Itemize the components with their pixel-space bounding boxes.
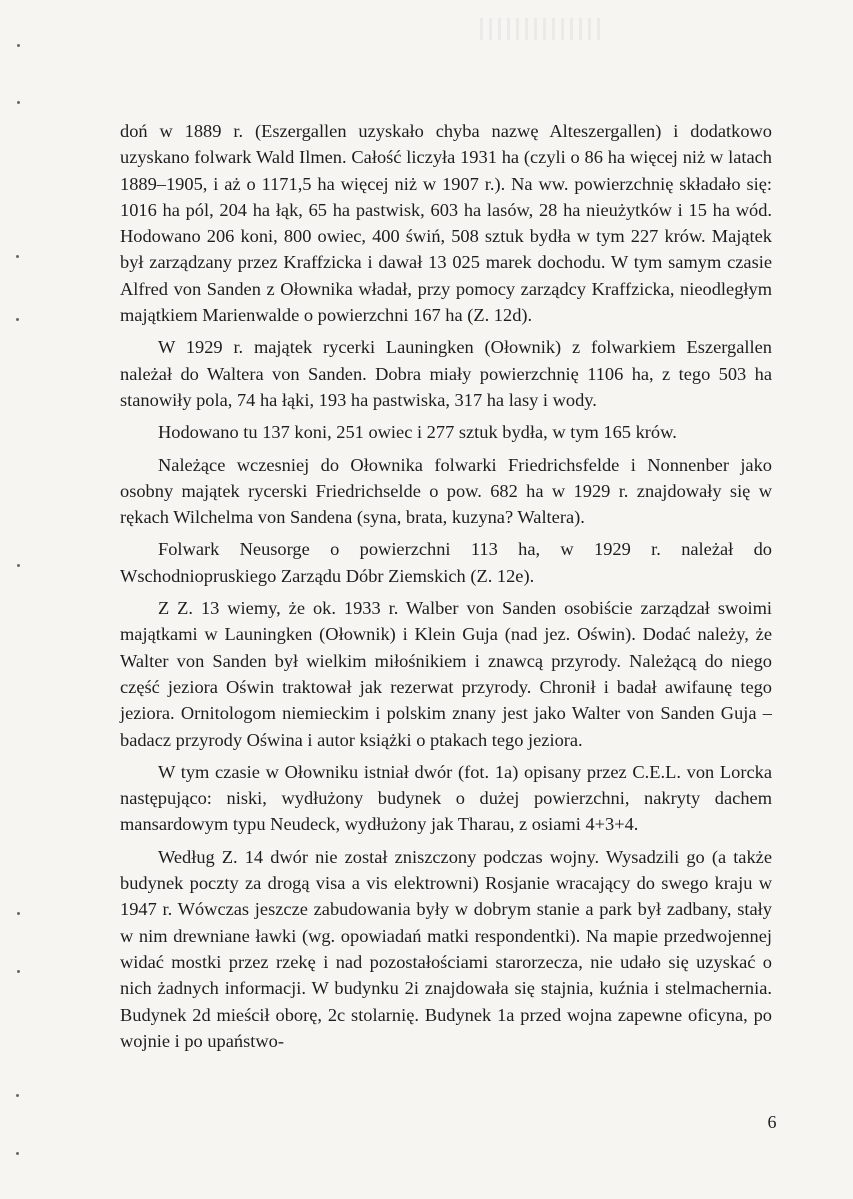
body-text (120, 118, 772, 1060)
margin-mark (16, 1152, 19, 1155)
margin-mark (17, 564, 20, 567)
paragraph: Według Z. 14 dwór nie został zniszczony podczas wojny. Wysadzili go (a także budynek poczty za drogą visa a vis elektrowni) Rosjanie wracający do swego kraju w 1947 r. Wówczas jeszcze zabudowania były w dobrym stanie a park był zadbany, stały w nim drewniane ławki (wg. opowiadań matki respondentki). Na mapie przedwojennej widać mostki przez rzekę i nad pozostałościami starorzecza, nie udało się uzyskać o nich żadnych informacji. W budynku 2i znajdowała się stajnia, kuźnia i stelmachernia. Budynek 2d mieścił oborę, 2c stolarnię. Budynek 1a przed wojna zapewne oficyna, po wojnie i po upaństwo- (120, 846, 772, 1051)
paragraph: Z Z. 13 wiemy, że ok. 1933 r. Walber von Sanden osobiście zarządzał swoimi majątkami w Launingken (Ołownik) i Klein Guja (nad jez. Oświn). Dodać należy, że Walter von Sanden był wielkim miłośnikiem i znawcą przyrody. Należącą do niego część jeziora Oświn traktował jak rezerwat przyrody. Chronił i badał awifaunę tego jeziora. Ornitologom niemieckim i polskim znany jest jako Walter von Sanden Guja – badacz przyrody Oświna i autor książki o ptakach tego jeziora. (120, 598, 772, 750)
scan-artifact (480, 18, 600, 40)
paragraph: W 1929 r. majątek rycerki Launingken (Ołownik) z folwarkiem Eszergallen należał do Waltera von Sanden. Dobra miały powierzchnię 1106 ha, z tego 503 ha stanowiły pola, 74 ha łąki, 193 ha pastwiska, 317 ha lasy i wody. (120, 337, 772, 410)
margin-mark (17, 912, 20, 915)
margin-mark (17, 101, 20, 104)
page-number: 6 (767, 1112, 777, 1132)
paragraph: Należące wczesniej do Ołownika folwarki Friedrichsfelde i Nonnenber jako osobny majątek rycerski Friedrichselde o pow. 682 ha w 1929 r. znajdowały się w rękach Wilchelma von Sandena (syna, brata, kuzyna? Waltera). (120, 454, 772, 528)
margin-mark (17, 970, 20, 973)
margin-mark (17, 44, 20, 47)
paragraph: Hodowano tu 137 koni, 251 owiec i 277 sztuk bydła, w tym 165 krów. (158, 422, 677, 443)
margin-mark (16, 255, 19, 258)
paragraph: doń w 1889 r. (Eszergallen uzyskało chyba nazwę Alteszergallen) i dodatkowo uzyskano folwark Wald Ilmen. Całość liczyła 1931 ha (czyli o 86 ha więcej niż w latach 1889–1905, i aż o 1171,5 ha więcej niż w 1907 r.). Na ww. powierzchnię składało się: 1016 ha pól, 204 ha łąk, 65 ha pastwisk, 603 ha lasów, 28 ha nieużytków i 15 ha wód. Hodowano 206 koni, 800 owiec, 400 świń, 508 sztuk bydła w tym 227 krów. Majątek był zarządzany przez Kraffzicka i dawał 13 025 marek dochodu. W tym samym czasie Alfred von Sanden z Ołownika władał, przy pomocy zarządcy Kraffzicka, nieodległym majątkiem Marienwalde o powierzchni 167 ha (Z. 12d). (120, 121, 772, 326)
margin-mark (16, 1094, 19, 1097)
margin-mark (16, 318, 19, 321)
paragraph: W tym czasie w Ołowniku istniał dwór (fot. 1a) opisany przez C.E.L. von Lorcka następująco: niski, wydłużony budynek o dużej powierzchni, nakryty dachem mansardowym typu Neudeck, wydłużony jak Tharau, z osiami 4+3+4. (120, 761, 772, 835)
paragraph: Folwark Neusorge o powierzchni 113 ha, w 1929 r. należał do Wschodniopruskiego Zarządu Dóbr Ziemskich (Z. 12e). (120, 539, 772, 586)
